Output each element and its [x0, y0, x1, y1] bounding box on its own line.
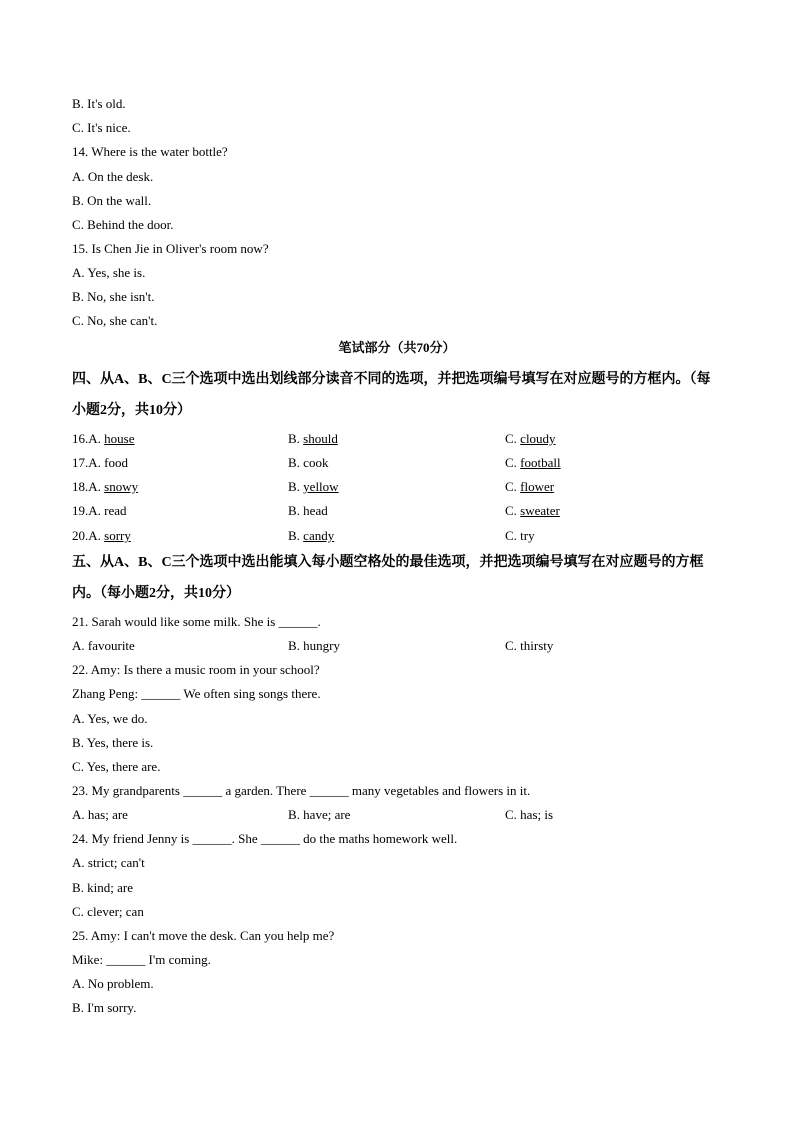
q24-question: 24. My friend Jenny is ______. She ______ do the maths homework well. [72, 831, 458, 846]
option-b: B. head [288, 503, 328, 518]
part4-row-19 [72, 503, 722, 519]
q15-option-c: C. No, she can't. [72, 313, 158, 328]
q22-option-a: A. Yes, we do. [72, 711, 148, 726]
q25-reply: Mike: ______ I'm coming. [72, 952, 211, 967]
q24-option-a: A. strict; can't [72, 855, 145, 870]
option-b: B. hungry [288, 638, 340, 653]
option-c: C. thirsty [505, 638, 554, 653]
q15-option-b: B. No, she isn't. [72, 289, 155, 304]
q15-option-a: A. Yes, she is. [72, 265, 146, 280]
option-a: 17.A. food [72, 455, 128, 470]
q25-option-a: A. No problem. [72, 976, 154, 991]
q24-option-b: B. kind; are [72, 880, 134, 895]
option-b: B. have; are [288, 807, 351, 822]
option-a: 20.A. sorry [72, 528, 131, 543]
part5-heading: 五、从A、B、C三个选项中选出能填入每小题空格处的最佳选项，并把选项编号填写在对应题号的方框内。（每小题2分，共10分） [72, 555, 704, 601]
q25-question: 25. Amy: I can't move the desk. Can you help me? [72, 928, 335, 943]
option-c: C. sweater [505, 503, 560, 518]
q22-option-c: C. Yes, there are. [72, 759, 161, 774]
part4-heading: 四、从A、B、C三个选项中选出划线部分读音不同的选项，并把选项编号填写在对应题号的方框内。（每小题2分，共10分） [72, 372, 711, 418]
option-b: B. should [288, 431, 338, 446]
q22-question: 22. Amy: Is there a music room in your school? [72, 662, 320, 677]
q14-option-c: C. Behind the door. [72, 217, 174, 232]
q25-option-b: B. I'm sorry. [72, 1000, 137, 1015]
q24-option-c: C. clever; can [72, 904, 144, 919]
option-a: A. has; are [72, 807, 128, 822]
part4-row-16 [72, 431, 722, 447]
q13-option-c: C. It's nice. [72, 120, 131, 135]
option-c: C. flower [505, 479, 555, 494]
q14-option-a: A. On the desk. [72, 169, 154, 184]
q15-question: 15. Is Chen Jie in Oliver's room now? [72, 241, 269, 256]
q14-question: 14. Where is the water bottle? [72, 144, 228, 159]
option-b: B. cook [288, 455, 329, 470]
q23-question: 23. My grandparents ______ a garden. There ______ many vegetables and flowers in it. [72, 783, 531, 798]
option-c: C. football [505, 455, 561, 470]
written-section-title: 笔试部分（共70分） [338, 340, 456, 355]
part4-row-18 [72, 479, 722, 495]
q13-option-b: B. It's old. [72, 96, 126, 111]
option-a: 16.A. house [72, 431, 135, 446]
option-a: 19.A. read [72, 503, 127, 518]
q21-options [72, 638, 722, 654]
part4-row-20 [72, 528, 722, 544]
part4-row-17 [72, 455, 722, 471]
q21-question: 21. Sarah would like some milk. She is ______. [72, 614, 321, 629]
option-b: B. yellow [288, 479, 339, 494]
option-a: 18.A. snowy [72, 479, 139, 494]
option-c: C. cloudy [505, 431, 556, 446]
q22-reply: Zhang Peng: ______ We often sing songs there. [72, 686, 321, 701]
option-b: B. candy [288, 528, 335, 543]
q23-options [72, 807, 722, 823]
option-a: A. favourite [72, 638, 135, 653]
q14-option-b: B. On the wall. [72, 193, 152, 208]
option-c: C. has; is [505, 807, 554, 822]
option-c: C. try [505, 528, 535, 543]
q22-option-b: B. Yes, there is. [72, 735, 154, 750]
